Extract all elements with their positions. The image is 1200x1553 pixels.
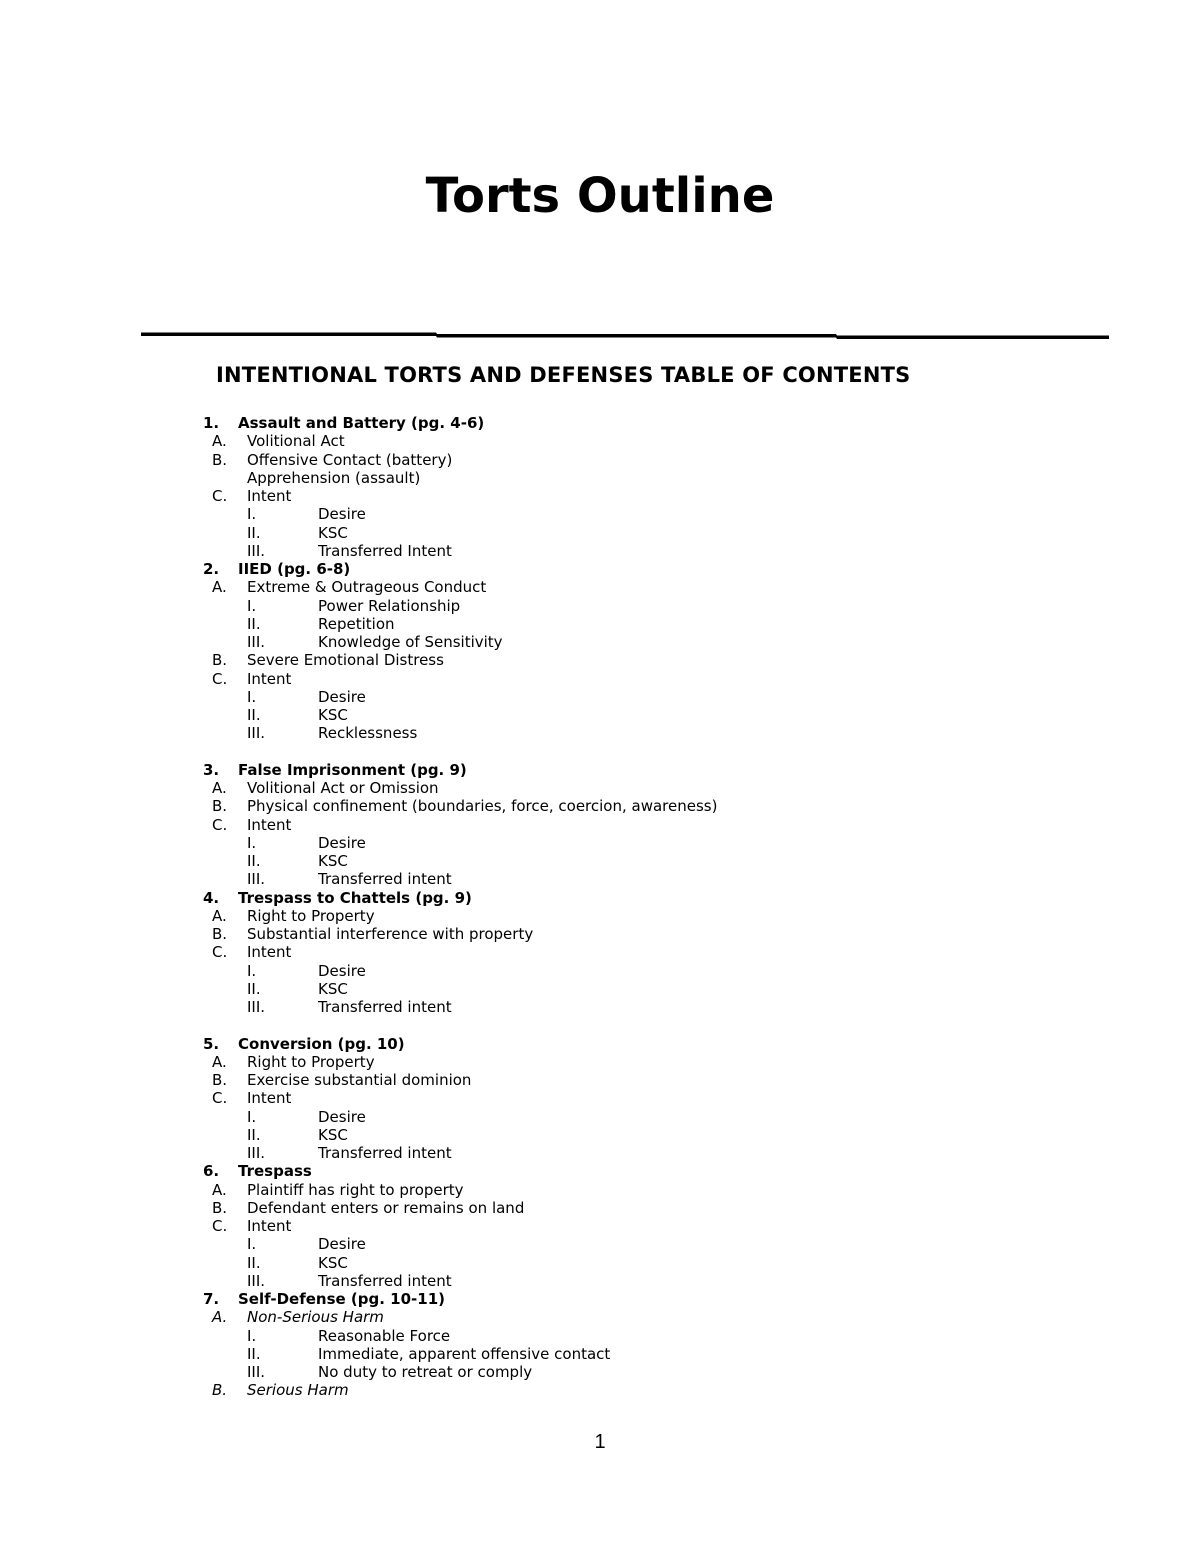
- toc-point: [0, 688, 1200, 706]
- toc-point-numeral: I.: [247, 1235, 257, 1254]
- toc-point-numeral: III.: [247, 633, 266, 651]
- toc-subitem-text: Intent: [247, 815, 292, 834]
- toc-subitem-letter: A.: [212, 432, 227, 451]
- toc-subitem-letter: A.: [212, 578, 227, 597]
- toc-subitem-letter: B.: [212, 1381, 228, 1400]
- toc-subitem-letter: C.: [212, 943, 228, 962]
- toc-point-text: Desire: [318, 505, 366, 524]
- toc-subitem: [0, 670, 1200, 688]
- toc-point-numeral: I.: [247, 833, 257, 852]
- toc-point-numeral: III.: [247, 1144, 266, 1162]
- toc-point-text: Reasonable Force: [318, 1326, 451, 1345]
- toc-point-numeral: II.: [247, 1344, 261, 1363]
- toc-subitem-text: Volitional Act or Omission: [247, 779, 439, 797]
- toc-point-text: Desire: [318, 687, 366, 706]
- toc-point: [0, 524, 1200, 542]
- toc-point-numeral: I.: [247, 596, 257, 615]
- toc-point: [0, 1144, 1200, 1162]
- toc-subitem: [0, 779, 1200, 797]
- toc-point-numeral: III.: [247, 870, 266, 889]
- toc-spacer: [0, 743, 1200, 761]
- toc-spacer: [0, 1016, 1200, 1034]
- toc-subitem-text: Extreme & Outrageous Conduct: [247, 578, 487, 597]
- toc-subitem-text: Substantial interference with property: [247, 925, 534, 943]
- toc-point-numeral: I.: [247, 505, 257, 524]
- toc-subitem: [0, 925, 1200, 943]
- toc-subitem-letter: A.: [212, 779, 227, 797]
- toc-subitem-text: Right to Property: [247, 1052, 375, 1071]
- toc-subitem: [0, 1199, 1200, 1217]
- toc-point-text: Knowledge of Sensitivity: [318, 633, 503, 651]
- toc-section: [0, 1290, 1200, 1308]
- toc-point-numeral: III.: [247, 998, 266, 1016]
- toc-subitem: [0, 1071, 1200, 1089]
- toc-point: [0, 852, 1200, 870]
- toc-subitem-text: Intent: [247, 669, 292, 688]
- toc-subitem-letter: A.: [212, 1052, 227, 1071]
- page-number: 1: [594, 1431, 606, 1453]
- toc-subitem-text: Intent: [247, 1217, 292, 1235]
- toc-point: [0, 870, 1200, 888]
- toc-point: [0, 998, 1200, 1016]
- toc-point: [0, 1272, 1200, 1290]
- toc-section-title: IIED (pg. 6-8): [238, 560, 351, 578]
- toc-point: [0, 1345, 1200, 1363]
- toc-subitem-text: Intent: [247, 487, 292, 505]
- toc-subitem-text: Exercise substantial dominion: [247, 1071, 472, 1089]
- toc-section-number: 1.: [203, 414, 220, 432]
- toc-point: [0, 542, 1200, 560]
- toc-point-numeral: II.: [247, 1125, 261, 1144]
- toc-subitem-letter: C.: [212, 1089, 228, 1108]
- toc-subitem: [0, 907, 1200, 925]
- toc-point-text: Repetition: [318, 614, 395, 633]
- toc-section: [0, 1162, 1200, 1180]
- toc-point: [0, 1327, 1200, 1345]
- toc-subitem: [0, 1181, 1200, 1199]
- toc-subitem-text: Volitional Act: [247, 432, 345, 451]
- toc-point-text: Transferred intent: [318, 1271, 452, 1290]
- toc-point: [0, 505, 1200, 523]
- toc-point-numeral: III.: [247, 541, 266, 560]
- toc-subitem-letter: C.: [212, 815, 228, 834]
- toc-subitem-letter: A.: [212, 1180, 227, 1199]
- toc-point-text: KSC: [318, 1125, 348, 1144]
- toc-section-title: Conversion (pg. 10): [238, 1034, 405, 1053]
- toc-subitem-letter: C.: [212, 1217, 228, 1235]
- toc-heading: INTENTIONAL TORTS AND DEFENSES TABLE OF CONTENTS: [216, 363, 911, 387]
- toc-subitem-text: Apprehension (assault): [247, 468, 421, 487]
- toc-subitem-text: Right to Property: [247, 906, 375, 925]
- toc-point: [0, 1108, 1200, 1126]
- toc-subitem-text: Plaintiff has right to property: [247, 1180, 464, 1199]
- toc-section-title: Assault and Battery (pg. 4-6): [238, 414, 485, 432]
- toc-subitem-letter: B.: [212, 450, 228, 469]
- toc-subitem: [0, 797, 1200, 815]
- toc-point-numeral: II.: [247, 1253, 261, 1272]
- toc-point: [0, 980, 1200, 998]
- toc-section-number: 5.: [203, 1034, 220, 1053]
- toc-subitem: [0, 1308, 1200, 1326]
- toc-section: [0, 761, 1200, 779]
- toc-point: [0, 597, 1200, 615]
- toc-subitem: [0, 943, 1200, 961]
- toc-point-text: KSC: [318, 706, 348, 724]
- toc-section-title: False Imprisonment (pg. 9): [238, 760, 467, 779]
- document-title: Torts Outline: [425, 168, 775, 224]
- toc-section: [0, 889, 1200, 907]
- toc-section-title: Trespass to Chattels (pg. 9): [238, 888, 472, 907]
- toc-point: [0, 962, 1200, 980]
- table-of-contents: [0, 414, 1200, 1400]
- toc-point-numeral: II.: [247, 706, 261, 724]
- toc-section-number: 6.: [203, 1162, 220, 1181]
- toc-subitem-letter: A.: [212, 1308, 228, 1327]
- toc-subitem: [0, 451, 1200, 469]
- toc-section-title: Self-Defense (pg. 10-11): [238, 1290, 446, 1308]
- toc-point: [0, 1126, 1200, 1144]
- toc-subitem: [0, 651, 1200, 669]
- toc-point: [0, 1235, 1200, 1253]
- toc-point-text: KSC: [318, 852, 348, 870]
- toc-point-numeral: II.: [247, 979, 261, 998]
- toc-point-text: Transferred intent: [318, 870, 452, 889]
- toc-section-number: 3.: [203, 760, 220, 779]
- toc-subitem-text: Intent: [247, 1089, 292, 1108]
- toc-point-numeral: II.: [247, 523, 261, 542]
- toc-point-text: Recklessness: [318, 724, 418, 743]
- toc-subitem-letter: B.: [212, 651, 228, 670]
- toc-subitem-letter: B.: [212, 925, 228, 943]
- toc-subitem-letter: C.: [212, 487, 228, 505]
- toc-point-text: KSC: [318, 979, 348, 998]
- toc-section: [0, 1035, 1200, 1053]
- toc-section-title: Trespass: [238, 1162, 312, 1181]
- toc-point-numeral: II.: [247, 614, 261, 633]
- toc-point-text: Desire: [318, 1235, 366, 1254]
- toc-subitem-letter: B.: [212, 1198, 228, 1217]
- toc-point-text: No duty to retreat or comply: [318, 1363, 533, 1381]
- title-divider: [141, 332, 1109, 340]
- toc-subitem-letter: B.: [212, 1071, 228, 1089]
- toc-point: [0, 615, 1200, 633]
- toc-subitem-text: Defendant enters or remains on land: [247, 1198, 525, 1217]
- toc-point-text: Desire: [318, 833, 366, 852]
- toc-point-text: Immediate, apparent offensive contact: [318, 1344, 611, 1363]
- toc-point-numeral: I.: [247, 1107, 257, 1126]
- toc-point-numeral: III.: [247, 1271, 266, 1290]
- toc-point-text: Transferred intent: [318, 998, 452, 1016]
- toc-point-numeral: I.: [247, 961, 257, 980]
- toc-subitem: [0, 1089, 1200, 1107]
- toc-section-number: 2.: [203, 560, 220, 578]
- toc-section: [0, 414, 1200, 432]
- toc-subitem-letter: B.: [212, 797, 228, 816]
- toc-point-numeral: I.: [247, 1326, 257, 1345]
- toc-point: [0, 724, 1200, 742]
- toc-subitem-letter: A.: [212, 906, 227, 925]
- toc-subitem-text: Severe Emotional Distress: [247, 651, 444, 670]
- toc-point: [0, 1363, 1200, 1381]
- toc-point: [0, 1254, 1200, 1272]
- toc-subitem-text: Non-Serious Harm: [247, 1308, 384, 1327]
- toc-point: [0, 633, 1200, 651]
- toc-point-numeral: I.: [247, 687, 257, 706]
- toc-subitem-text: Serious Harm: [247, 1381, 349, 1400]
- toc-subitem: [0, 1217, 1200, 1235]
- toc-subitem: [0, 1381, 1200, 1399]
- toc-point-numeral: II.: [247, 852, 261, 870]
- toc-point-text: KSC: [318, 1253, 348, 1272]
- toc-subitem: [0, 1053, 1200, 1071]
- toc-point-text: KSC: [318, 523, 348, 542]
- toc-point: [0, 834, 1200, 852]
- toc-point: [0, 706, 1200, 724]
- toc-point-text: Transferred intent: [318, 1144, 452, 1162]
- toc-point-numeral: III.: [247, 724, 266, 743]
- toc-subitem: [0, 487, 1200, 505]
- toc-subitem: [0, 578, 1200, 596]
- toc-point-text: Transferred Intent: [318, 541, 452, 560]
- toc-section-number: 4.: [203, 888, 220, 907]
- toc-point-text: Power Relationship: [318, 596, 461, 615]
- toc-section: [0, 560, 1200, 578]
- toc-subitem: [0, 432, 1200, 450]
- toc-section-number: 7.: [203, 1290, 220, 1308]
- toc-point-text: Desire: [318, 1107, 366, 1126]
- toc-point-text: Desire: [318, 961, 366, 980]
- toc-subitem-continuation: [0, 469, 1200, 487]
- toc-subitem-text: Intent: [247, 943, 292, 962]
- toc-subitem: [0, 816, 1200, 834]
- toc-subitem-text: Offensive Contact (battery): [247, 450, 453, 469]
- toc-subitem-letter: C.: [212, 669, 228, 688]
- toc-subitem-text: Physical confinement (boundaries, force, coercion, awareness): [247, 797, 718, 816]
- toc-point-numeral: III.: [247, 1363, 266, 1381]
